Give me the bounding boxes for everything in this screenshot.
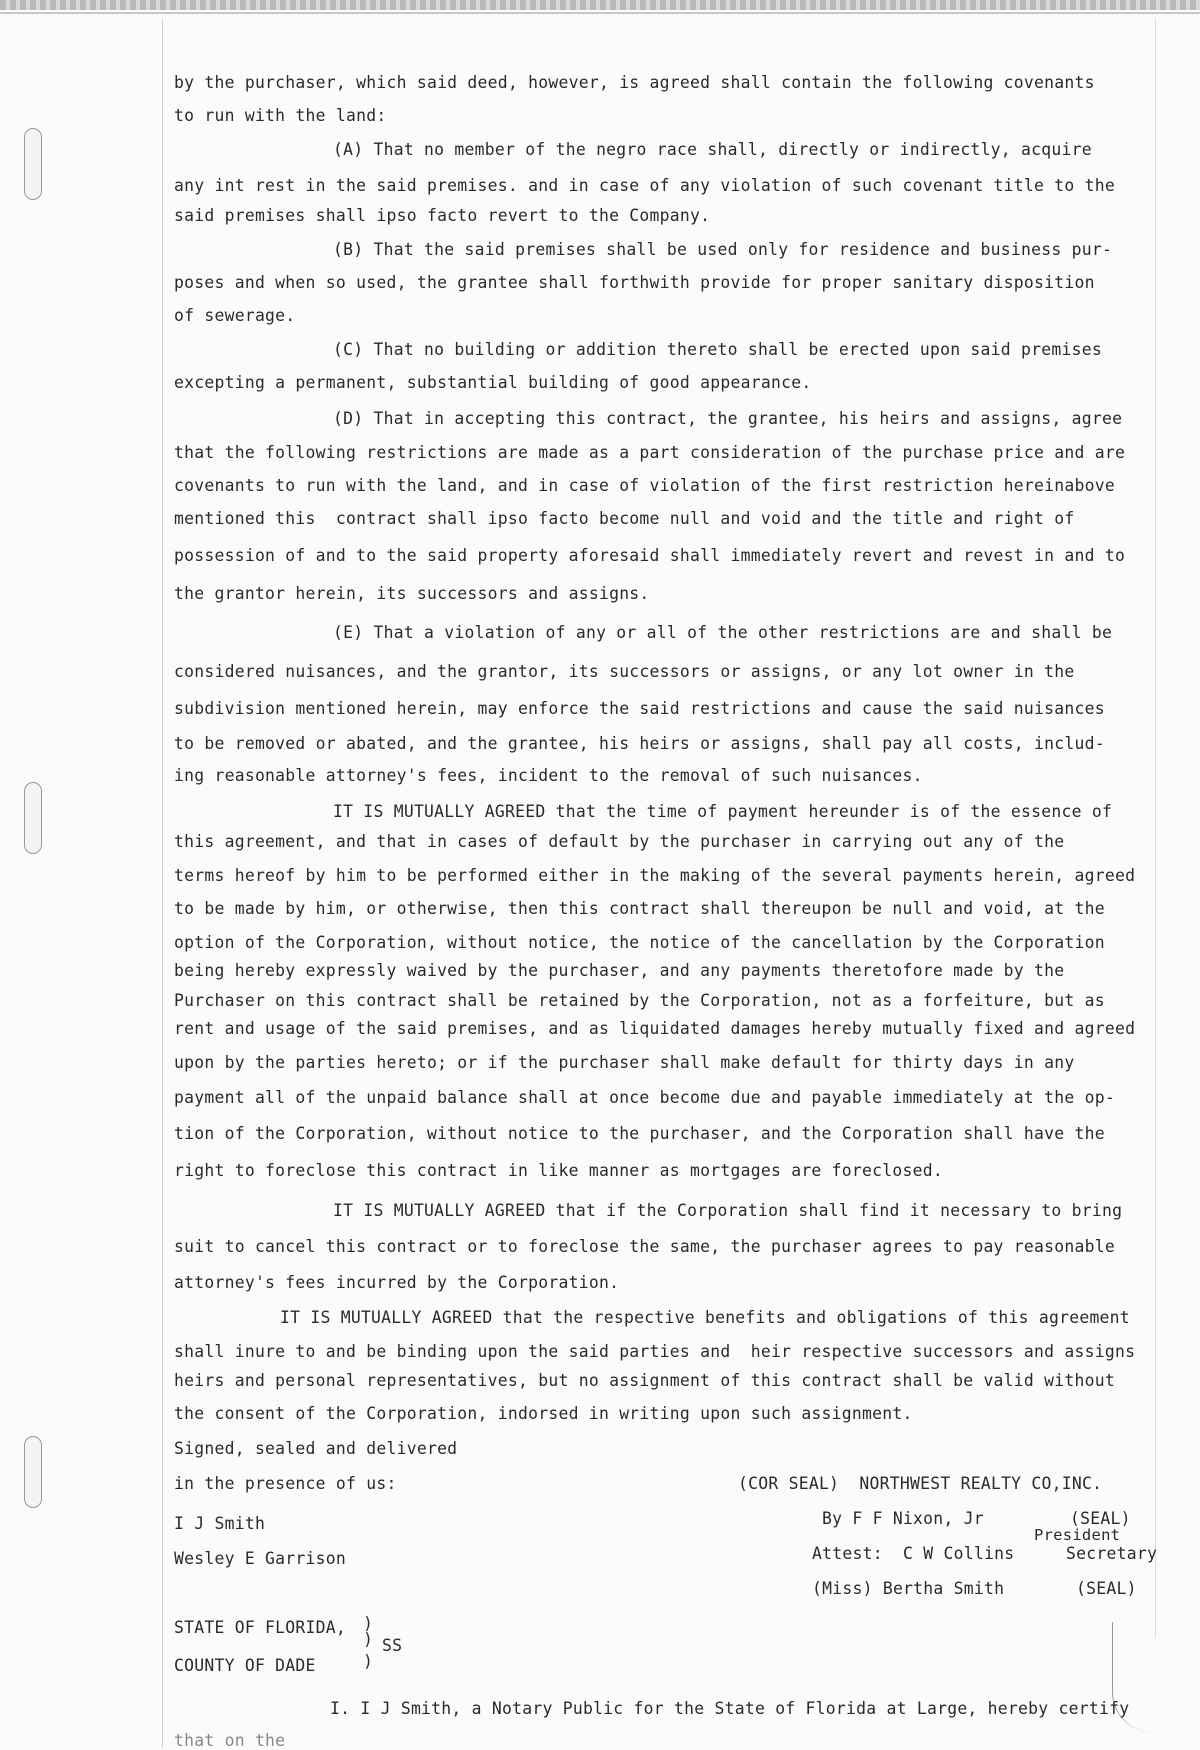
text-line: (C) That no building or addition thereto shall be erected upon said premises [333, 340, 1102, 359]
text-line: (D) That in accepting this contract, the grantee, his heirs and assigns, agree [333, 409, 1123, 428]
text-line: tion of the Corporation, without notice to the purchaser, and the Corporation shall have the [174, 1124, 1105, 1143]
attest-line: Attest: C W Collins [812, 1544, 1015, 1563]
text-line: any int rest in the said premises. and in case of any violation of such covenant title to the [174, 176, 1115, 195]
text-line: heirs and personal representatives, but no assignment of this contract shall be valid without [174, 1371, 1115, 1390]
seal-label: (SEAL) [1070, 1509, 1131, 1528]
text-line: this agreement, and that in cases of default by the purchaser in carrying out any of the [174, 832, 1065, 851]
page-top-edge [0, 0, 1200, 10]
company-seal-line: (COR SEAL) NORTHWEST REALTY CO,INC. [738, 1474, 1103, 1493]
text-line: IT IS MUTUALLY AGREED that if the Corporation shall find it necessary to bring [333, 1201, 1123, 1220]
right-margin-rule [1155, 18, 1156, 1638]
text-line: said premises shall ipso facto revert to the Company. [174, 206, 711, 225]
text-line: that the following restrictions are made as a part consideration of the purchase price and are [174, 443, 1126, 462]
venue-bracket: ) [363, 1652, 374, 1671]
text-line: (E) That a violation of any or all of the other restrictions are and shall be [333, 623, 1113, 642]
text-line: rent and usage of the said premises, and as liquidated damages hereby mutually fixed and agreed [174, 1019, 1136, 1038]
text-line: terms hereof by him to be performed either in the making of the several payments herein, agreed [174, 866, 1136, 885]
binder-hole-middle [24, 782, 42, 854]
text-line: the grantor herein, its successors and assigns. [174, 584, 650, 603]
text-line: Purchaser on this contract shall be retained by the Corporation, not as a forfeiture, but as [174, 991, 1105, 1010]
text-line: IT IS MUTUALLY AGREED that the time of payment hereunder is of the essence of [333, 802, 1113, 821]
text-line: Signed, sealed and delivered [174, 1439, 458, 1458]
president-title: President [1034, 1526, 1121, 1544]
venue-bracket: ) [363, 1614, 374, 1633]
text-line: possession of and to the said property aforesaid shall immediately revert and revest in and to [174, 546, 1126, 565]
text-line: option of the Corporation, without notice, the notice of the cancellation by the Corporation [174, 933, 1105, 952]
cut-off-line: that on the [174, 1731, 286, 1750]
text-line: by the purchaser, which said deed, however, is agreed shall contain the following covenants [174, 73, 1095, 92]
text-line: subdivision mentioned herein, may enforce the said restrictions and cause the said nuisances [174, 699, 1105, 718]
text-line: payment all of the unpaid balance shall at once become due and payable immediately at the op- [174, 1088, 1115, 1107]
text-line: mentioned this contract shall ipso facto become null and void and the title and right of [174, 509, 1075, 528]
text-line: suit to cancel this contract or to foreclose the same, the purchaser agrees to pay reasonable [174, 1237, 1115, 1256]
binder-hole-top [24, 128, 42, 200]
text-line: right to foreclose this contract in like manner as mortgages are foreclosed. [174, 1161, 943, 1180]
venue-bracket: ) [363, 1630, 374, 1649]
text-line: to be made by him, or otherwise, then this contract shall thereupon be null and void, at the [174, 899, 1105, 918]
witness-name: I J Smith [174, 1514, 266, 1533]
text-line: (A) That no member of the negro race shall, directly or indirectly, acquire [333, 140, 1092, 159]
text-line: (B) That the said premises shall be used only for residence and business pur- [333, 240, 1113, 259]
venue-state: STATE OF FLORIDA, [174, 1618, 347, 1637]
text-line: in the presence of us: [174, 1474, 397, 1493]
notary-line: I. I J Smith, a Notary Public for the State of Florida at Large, hereby certify [330, 1699, 1130, 1718]
president-signature-line: By F F Nixon, Jr [822, 1509, 984, 1528]
text-line: attorney's fees incurred by the Corporation. [174, 1273, 620, 1292]
text-line: considered nuisances, and the grantor, its successors or assigns, or any lot owner in the [174, 662, 1075, 681]
secretary-title: Secretary [1066, 1544, 1158, 1563]
text-line: shall inure to and be binding upon the said parties and heir respective successors and assigns [174, 1342, 1136, 1361]
text-line: to run with the land: [174, 106, 387, 125]
text-line: poses and when so used, the grantee shall forthwith provide for proper sanitary disposition [174, 273, 1095, 292]
seal-label: (SEAL) [1076, 1579, 1137, 1598]
text-line: IT IS MUTUALLY AGREED that the respective benefits and obligations of this agreement [280, 1308, 1130, 1327]
text-line: being hereby expressly waived by the purchaser, and any payments theretofore made by the [174, 961, 1065, 980]
text-line: ing reasonable attorney's fees, incident to the removal of such nuisances. [174, 766, 923, 785]
text-line: excepting a permanent, substantial building of good appearance. [174, 373, 812, 392]
page-top-rule [0, 12, 1200, 14]
text-line: covenants to run with the land, and in case of violation of the first restriction hereinabove [174, 476, 1115, 495]
witness-name: Wesley E Garrison [174, 1549, 347, 1568]
binder-hole-bottom [24, 1436, 42, 1508]
text-line: upon by the parties hereto; or if the purchaser shall make default for thirty days in any [174, 1053, 1075, 1072]
text-line: the consent of the Corporation, indorsed in writing upon such assignment. [174, 1404, 913, 1423]
text-line: of sewerage. [174, 306, 296, 325]
witness-signature-line: (Miss) Bertha Smith [812, 1579, 1005, 1598]
left-margin-rule [162, 18, 163, 1748]
text-line: to be removed or abated, and the grantee, his heirs or assigns, shall pay all costs, includ- [174, 734, 1105, 753]
venue-county: COUNTY OF DADE [174, 1656, 316, 1675]
venue-ss: SS [382, 1636, 403, 1655]
